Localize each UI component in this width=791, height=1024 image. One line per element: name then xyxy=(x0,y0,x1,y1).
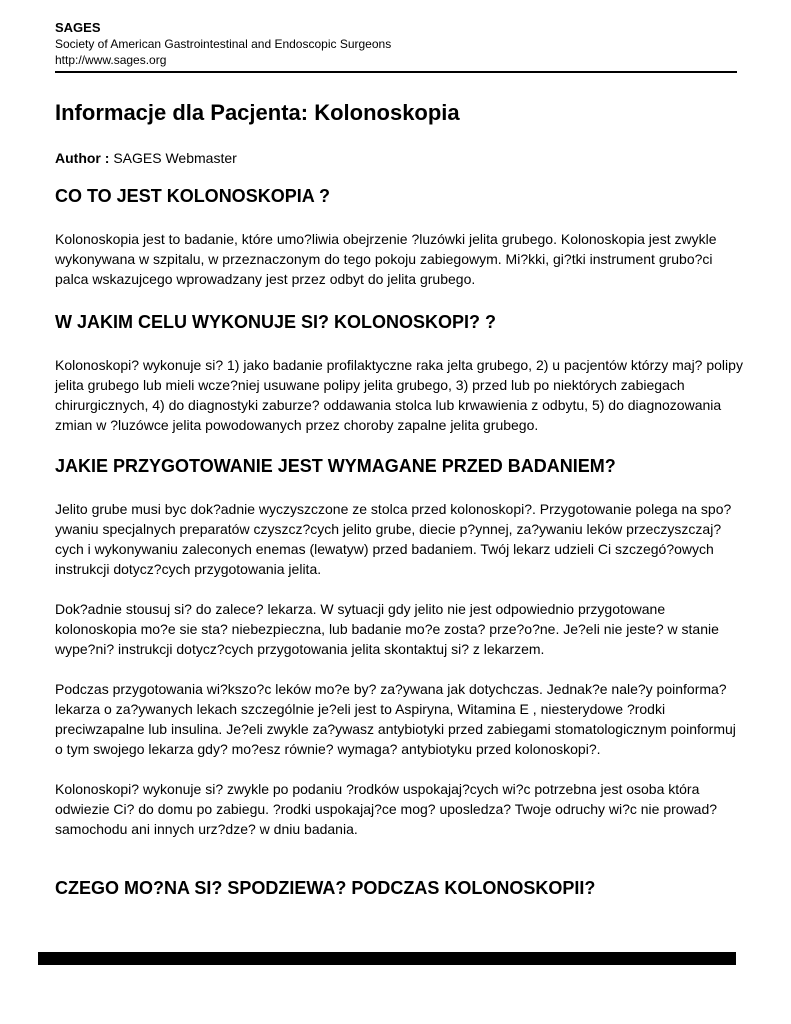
author-name: SAGES Webmaster xyxy=(113,150,237,166)
page-title: Informacje dla Pacjenta: Kolonoskopia xyxy=(55,100,460,125)
section-heading-what-is: CO TO JEST KOLONOSKOPIA ? xyxy=(55,186,331,206)
document-body xyxy=(55,99,745,899)
section-heading-purpose: W JAKIM CELU WYKONUJE SI? KOLONOSKOPI? ? xyxy=(55,312,497,332)
org-short-name: SAGES xyxy=(55,20,101,35)
author-label: Author : xyxy=(55,150,110,166)
section-paragraph: Kolonoskopi? wykonuje si? 1) jako badanie profilaktyczne raka jelta grubego, 2) u pacjentów którzy maj? polipy jelita grubego lub mieli wcze?niej usuwane polipy jelita grubego, 3) przed lub po niektórych zabiegach chirurgicznych, 4) do diagnostyki zaburze? oddawania stolca lub krwawienia z odbytu, 5) do diagnozowania zmian w ?luzówce jelita powodowanych przez choroby zapalne jelita grubego. xyxy=(55,357,743,433)
section-heading-preparation: JAKIE PRZYGOTOWANIE JEST WYMAGANE PRZED BADANIEM? xyxy=(55,456,616,476)
section-paragraph: Jelito grube musi byc dok?adnie wyczyszczone ze stolca przed kolonoskopi?. Przygotowanie polega na spo?ywaniu specjalnych preparatów czyszcz?cych jelito grube, diecie p?ynnej, za?ywaniu leków przeczyszczaj?cych i wykonywaniu zaleconych enemas (lewatyw) przed badaniem. Twój lekarz udzieli Ci szczegó?owych instrukcji dotycz?cych przygotowania jelita. xyxy=(55,501,732,577)
section-heading-what-to-expect: CZEGO MO?NA SI? SPODZIEWA? PODCZAS KOLONOSKOPII? xyxy=(55,878,596,898)
page-header xyxy=(55,20,737,68)
section-paragraph: Kolonoskopi? wykonuje si? zwykle po podaniu ?rodków uspokajaj?cych wi?c potrzebna jest osoba która odwiezie Ci? do domu po zabiegu. ?rodki uspokajaj?ce mog? uposledza? Twoje odruchy wi?c nie prowad? samochodu ani innych urz?dze? w dniu badania. xyxy=(55,781,718,837)
footer-bar xyxy=(38,952,736,965)
header-divider xyxy=(55,71,737,73)
author-line xyxy=(55,149,745,167)
section-paragraph: Podczas przygotowania wi?kszo?c leków mo?e by? za?ywana jak dotychczas. Jednak?e nale?y poinforma? lekarza o za?ywanych lekach szczególnie je?eli jest to Aspiryna, Witamina E , niesterydowe ?rodki preciwzapalne lub insulina. Je?eli zwykle za?ywasz antybiotyki przed zabiegami stomatologicznym poinformuj o tym swojego lekarza gdy? mo?esz równie? wymaga? antybiotyku przed kolonoskopi?. xyxy=(55,681,736,757)
section-paragraph: Kolonoskopia jest to badanie, które umo?liwia obejrzenie ?luzówki jelita grubego. Kolonoskopia jest zwykle wykonywana w szpitalu, w przeznaczonym do tego pokoju zabiegowym. Mi?kki, gi?tki instrument grubo?ci palca wskazujcego wprowadzany jest przez odbyt do jelita grubego. xyxy=(55,231,717,287)
section-paragraph: Dok?adnie stousuj si? do zalece? lekarza. W sytuacji gdy jelito nie jest odpowiednio przygotowane kolonoskopia mo?e sie sta? niebezpieczna, lub badanie mo?e zosta? prze?o?ne. Je?eli nie jeste? w stanie wype?ni? instrukcji dotycz?cych przygotowania jelita skontaktuj si? z lekarzem. xyxy=(55,601,719,657)
org-url: http://www.sages.org xyxy=(55,53,167,67)
org-full-name: Society of American Gastrointestinal and Endoscopic Surgeons xyxy=(55,37,392,51)
